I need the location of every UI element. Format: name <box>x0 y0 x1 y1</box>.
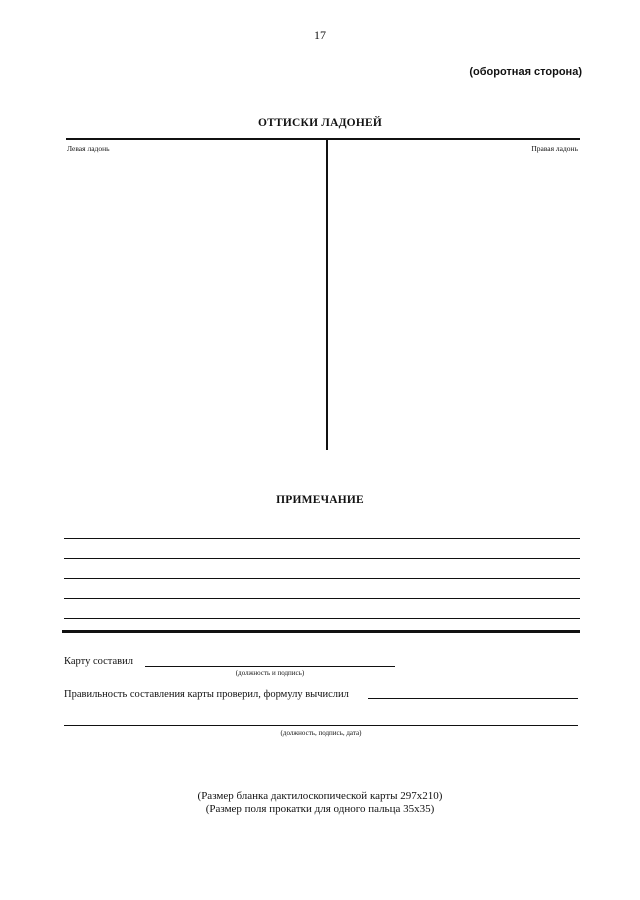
notes-bottom-rule <box>62 630 580 633</box>
note-line-5 <box>64 618 580 619</box>
note-line-1 <box>64 538 580 539</box>
note-line-4 <box>64 598 580 599</box>
page-number: 17 <box>314 28 326 42</box>
compiled-by-caption: (должность и подпись) <box>235 669 305 677</box>
verified-by-line-2 <box>64 725 578 726</box>
verified-by-line <box>368 698 578 699</box>
note-line-3 <box>64 578 580 579</box>
field-size-note: (Размер поля прокатки для одного пальца 35х35) <box>205 803 435 815</box>
notes-title: ПРИМЕЧАНИЕ <box>276 494 364 506</box>
reverse-side-label: (оборотная сторона) <box>469 66 582 78</box>
left-palm-label: Левая ладонь <box>67 144 110 153</box>
palm-prints-title: ОТТИСКИ ЛАДОНЕЙ <box>258 117 382 129</box>
compiled-by-label: Карту составил <box>64 656 133 667</box>
right-palm-label: Правая ладонь <box>531 144 578 153</box>
verified-by-label: Правильность составления карты проверил, формулу вычислил <box>64 689 349 700</box>
palms-divider <box>326 138 328 450</box>
note-line-2 <box>64 558 580 559</box>
compiled-by-line <box>145 666 395 667</box>
card-size-note: (Размер бланка дактилоскопической карты 297х210) <box>197 790 443 802</box>
palms-top-rule <box>66 138 580 140</box>
verified-by-caption: (должность, подпись, дата) <box>280 729 362 737</box>
